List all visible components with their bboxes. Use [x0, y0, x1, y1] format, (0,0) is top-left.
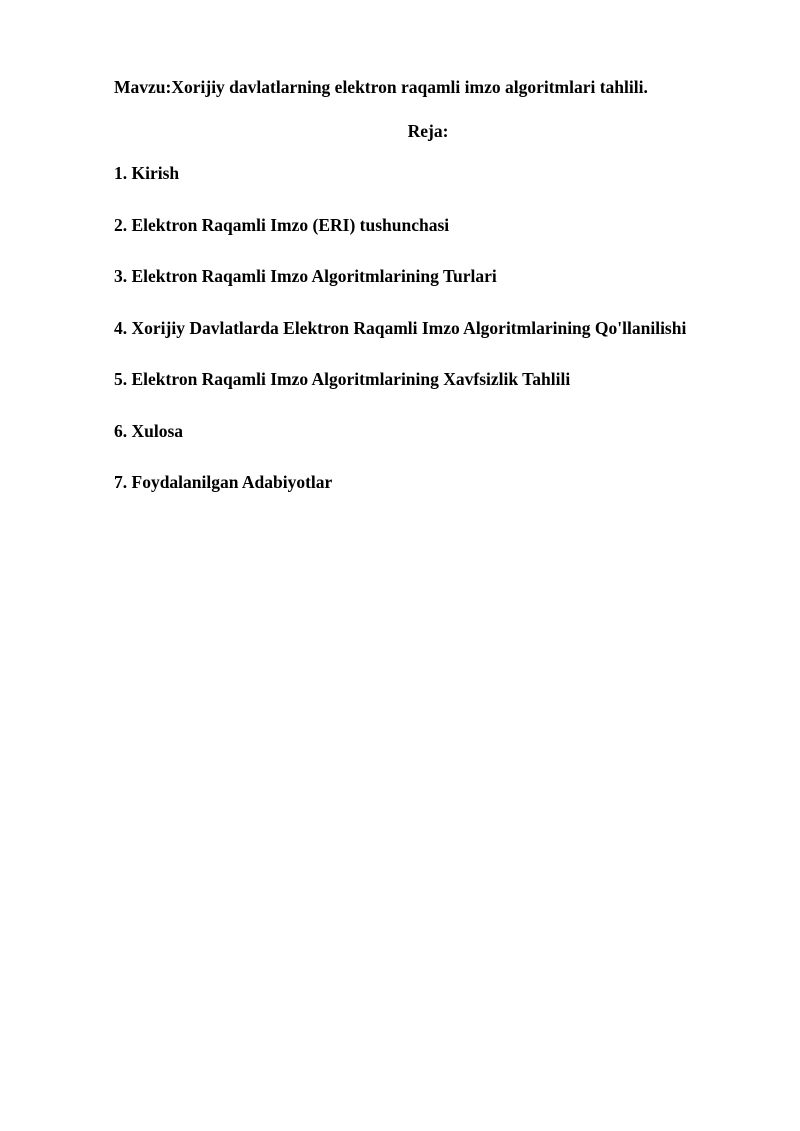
plan-list: [114, 162, 686, 523]
plan-item-7: 7. Foydalanilgan Adabiyotlar: [114, 472, 333, 492]
plan-item-3: 3. Elektron Raqamli Imzo Algoritmlarining Turlari: [114, 266, 497, 286]
plan-item-6: 6. Xulosa: [114, 420, 184, 441]
document-title: Mavzu:Xorijiy davlatlarning elektron raqamli imzo algoritmlari tahlili.: [114, 77, 648, 97]
plan-heading: Reja:: [407, 121, 449, 141]
plan-item-1: 1. Kirish: [114, 163, 180, 183]
plan-item-5: 5. Elektron Raqamli Imzo Algoritmlarining Xavfsizlik Tahlili: [114, 369, 571, 389]
plan-item-2: 2. Elektron Raqamli Imzo (ERI) tushunchasi: [114, 214, 450, 235]
plan-item-4: 4. Xorijiy Davlatlarda Elektron Raqamli Imzo Algoritmlarining Qo'llanilishi: [114, 317, 687, 338]
